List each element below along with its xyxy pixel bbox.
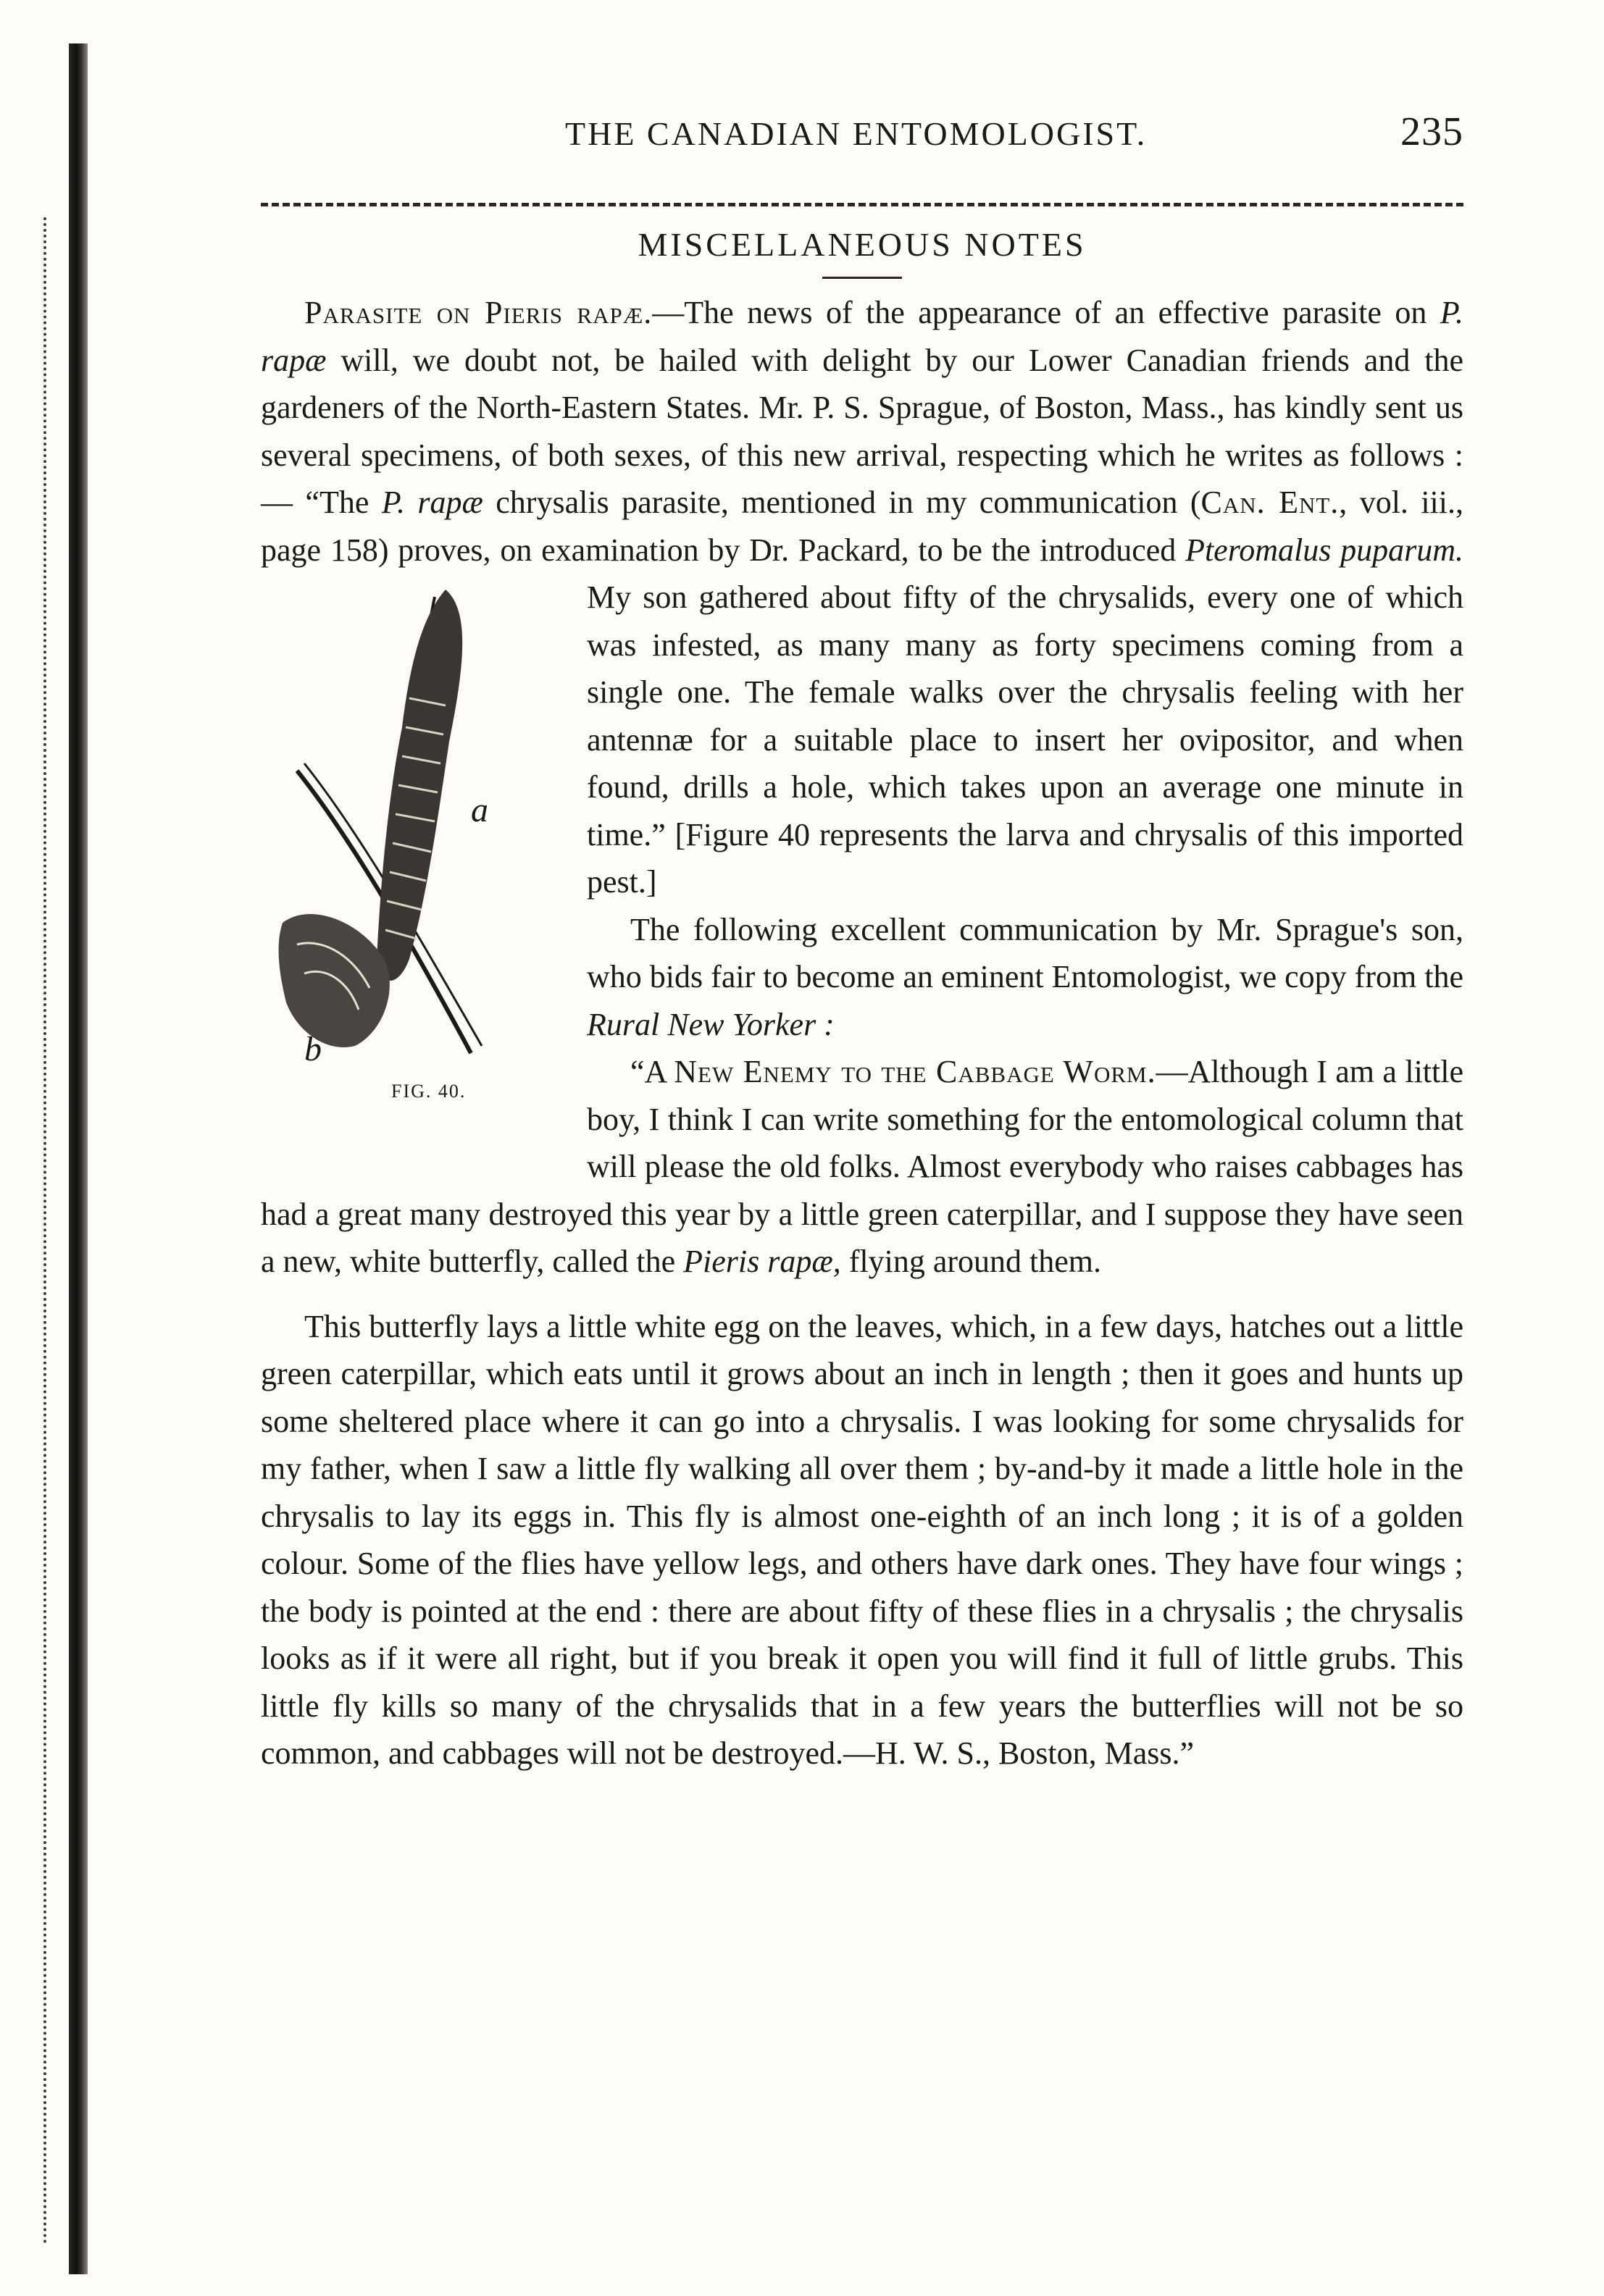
paragraph-introduction: The following excellent communication by Mr. Sprague's son, who bids fair to become an eminent Entomologist, we copy from the Rural New Yorker : (587, 911, 1463, 1042)
figure-caption: FIG. 40. (391, 1081, 467, 1102)
article-heading: Parasite on Pieris rapæ. (304, 295, 653, 330)
page-number: 235 (1400, 109, 1463, 154)
letter-heading: New Enemy to the Cabbage Worm. (674, 1054, 1156, 1089)
paragraph-parasite: Parasite on Pieris rapæ.—The news of the appearance of an effective parasite on P. rapæ will, we doubt not, be hailed with delight by our Lower Canadian friends and the gardeners of the North-Eastern States. Mr. P. S. Sprague, of Boston, Mass., has kindly sent us several specimens, of both sexes, of this new arrival, respecting which he writes as follows :— “The P. rapæ chrysalis parasite, mentioned in my communication (Can. Ent., vol. iii., page 158) proves, on examination by Dr. Packard, to be the introduced Pteromalus puparum. a b FIG. 40. My son gathered about fifty of the chrysalids, every one of which was infested, as many many as forty specimens coming from a single one. The female walks over the chrysalis feeling with her antennæ for a suitable place to insert her ovipositor, and when found, drills a hole, which takes upon an average one minute in time.” [Figure 40 represents the larva and chrysalis of this imported pest.] (261, 289, 1463, 906)
title-rule (822, 277, 902, 279)
header-rule (261, 203, 1463, 206)
page (261, 109, 1463, 1777)
paragraph-letter-opening: “A New Enemy to the Cabbage Worm.—Although I am a little boy, I think I can write something for the entomological column that will please the old folks. Almost everybody who raises cabbages has had a great many destroyed this year by a little green caterpillar, and I suppose they have seen a new, white butterfly, called the Pieris rapæ, flying around them. (261, 1054, 1463, 1279)
figure-label-b: b (304, 1030, 322, 1068)
larva-chrysalis-illustration (254, 582, 565, 1104)
running-head (261, 109, 1463, 167)
publication-name: Rural New Yorker : (587, 1006, 835, 1042)
page-edge-marks (43, 217, 55, 2245)
figure-label-a: a (471, 791, 488, 829)
figure-40 (254, 582, 565, 1147)
book-binding (69, 43, 88, 2274)
journal-title: THE CANADIAN ENTOMOLOGIST. (565, 115, 1148, 152)
paragraph-letter-body: This butterfly lays a little white egg on the leaves, which, in a few days, hatches out a little green caterpillar, which eats until it grows about an inch in length ; then it goes and hunts up some sheltered place where it can go into a chrysalis. I was looking for some chrysalids for my father, when I saw a little fly walking all over them ; by-and-by it made a little hole in the chrysalis to lay its eggs in. This fly is almost one-eighth of an inch long ; it is of a golden colour. Some of the flies have yellow legs, and others have dark ones. They have four wings ; the body is pointed at the end : there are about fifty of these flies in a chrysalis ; the chrysalis looks as if it were all right, but if you break it open you will find it full of little grubs. This little fly kills so many of the chrysalids that in a few years the butterflies will not be so common, and cabbages will not be destroyed.—H. W. S., Boston, Mass.” (261, 1308, 1463, 1771)
section-title: MISCELLANEOUS NOTES (638, 226, 1087, 263)
